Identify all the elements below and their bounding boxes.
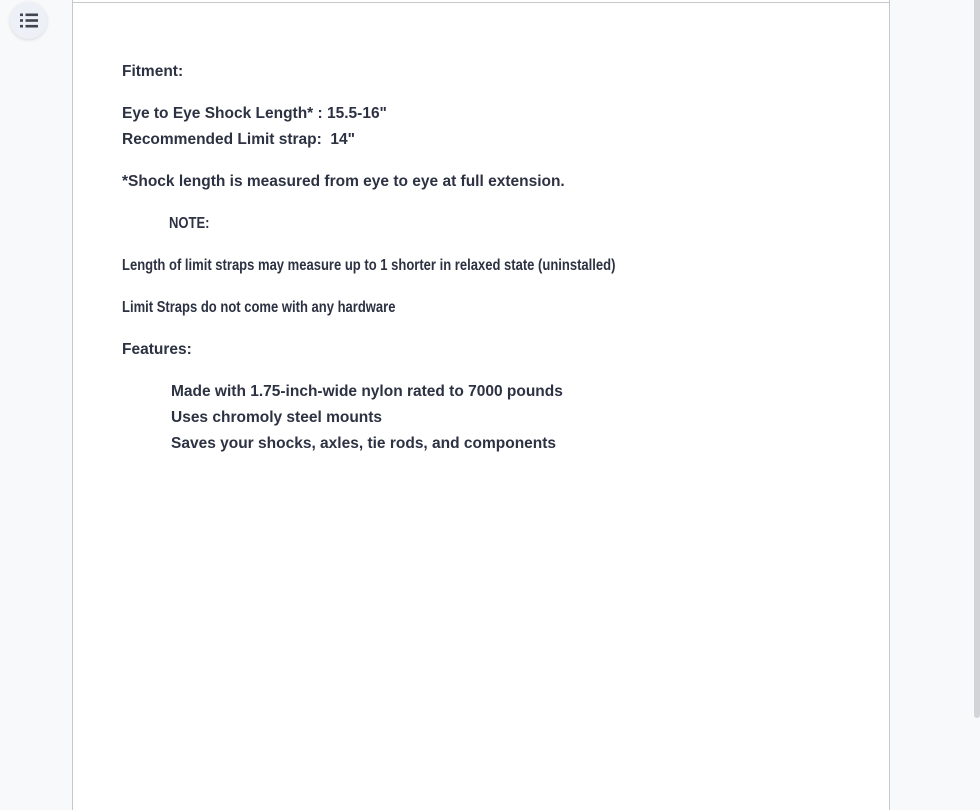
note-heading-text: NOTE: [169,215,210,232]
features-heading: Features: [122,341,192,358]
note-line-2-text: Limit Straps do not come with any hardware [122,299,396,316]
feature-item: Saves your shocks, axles, tie rods, and components [171,435,557,452]
note-heading [122,211,849,237]
note-line-2 [122,295,849,321]
feature-item: Uses chromoly steel mounts [171,409,383,426]
limit-strap-spec: Recommended Limit strap: 14" [122,131,356,148]
feature-item: Made with 1.75-inch-wide nylon rated to 7000 pounds [171,383,563,400]
description-content [73,3,889,457]
shock-length-spec: Eye to Eye Shock Length* : 15.5-16" [122,105,387,122]
features-list [122,379,849,457]
note-line-1 [122,253,849,279]
fitment-heading: Fitment: [122,63,184,80]
list-icon [20,13,38,28]
note-line-1-text: Length of limit straps may measure up to 1 shorter in relaxed state (uninstalled) [122,257,616,274]
scrollbar-thumb[interactable] [974,0,980,718]
description-panel [72,0,890,810]
shock-measure-note: *Shock length is measured from eye to eye at full extension. [122,173,565,190]
shock-specs [122,101,849,153]
list-view-button[interactable] [10,2,47,39]
